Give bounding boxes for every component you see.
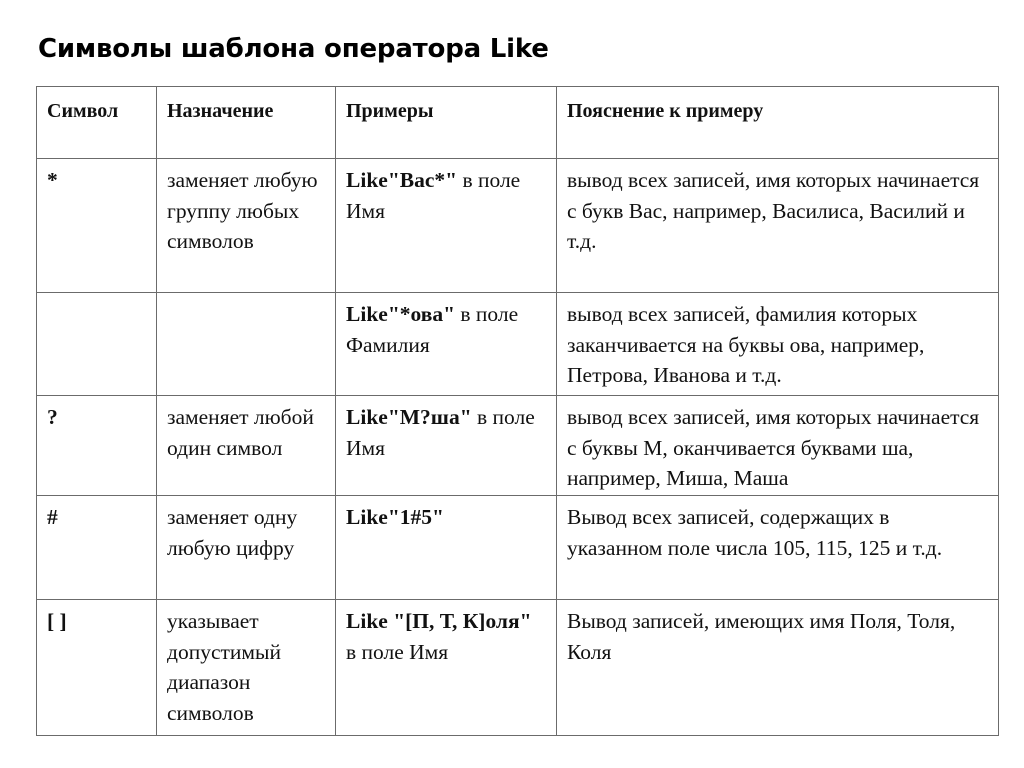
purpose-cell [157, 293, 336, 396]
table-header-row [37, 87, 999, 159]
example-code: Like"М?ша" [346, 405, 472, 429]
purpose-cell: заменяет одну любую цифру [157, 496, 336, 600]
example-code: Like "[П, Т, К]оля" [346, 609, 532, 633]
table-row [37, 293, 999, 396]
slide-title: Символы шаблона оператора Like [38, 34, 549, 64]
example-cell [336, 396, 557, 496]
example-suffix: в поле Имя [346, 405, 535, 460]
explanation-cell: Вывод записей, имеющих имя Поля, Толя, Коля [557, 600, 999, 736]
example-code: Like"1#5" [346, 505, 444, 529]
purpose-cell: заменяет любой один символ [157, 396, 336, 496]
explanation-cell: вывод всех записей, имя которых начинается с буквы М, оканчивается буквами ша, например, Миша, Маша [557, 396, 999, 496]
like-patterns-table [36, 86, 999, 736]
example-cell [336, 600, 557, 736]
explanation-cell: Вывод всех записей, содержащих в указанном поле числа 105, 115, 125 и т.д. [557, 496, 999, 600]
example-code: Like"Вас*" [346, 168, 458, 192]
header-examples: Примеры [336, 87, 557, 159]
symbol-cell: # [37, 496, 157, 600]
symbol-cell: * [37, 159, 157, 293]
symbol-cell: [ ] [37, 600, 157, 736]
symbol-cell [37, 293, 157, 396]
explanation-cell: вывод всех записей, фамилия которых заканчивается на буквы ова, например, Петрова, Иванова и т.д. [557, 293, 999, 396]
example-suffix: в поле Фамилия [346, 302, 519, 357]
table-row [37, 396, 999, 496]
purpose-cell: заменяет любую группу любых символов [157, 159, 336, 293]
explanation-cell: вывод всех записей, имя которых начинается с букв Вас, например, Василиса, Василий и т.д. [557, 159, 999, 293]
header-purpose: Назначение [157, 87, 336, 159]
example-suffix: в поле Имя [346, 639, 449, 664]
header-explanation: Пояснение к примеру [557, 87, 999, 159]
example-cell [336, 159, 557, 293]
table-row [37, 159, 999, 293]
example-cell [336, 496, 557, 600]
table-row [37, 600, 999, 736]
example-suffix: в поле Имя [346, 168, 521, 223]
example-code: Like"*ова" [346, 302, 456, 326]
table-row [37, 496, 999, 600]
symbol-cell: ? [37, 396, 157, 496]
purpose-cell: указывает допустимый диапазон символов [157, 600, 336, 736]
example-cell [336, 293, 557, 396]
header-symbol: Символ [37, 87, 157, 159]
